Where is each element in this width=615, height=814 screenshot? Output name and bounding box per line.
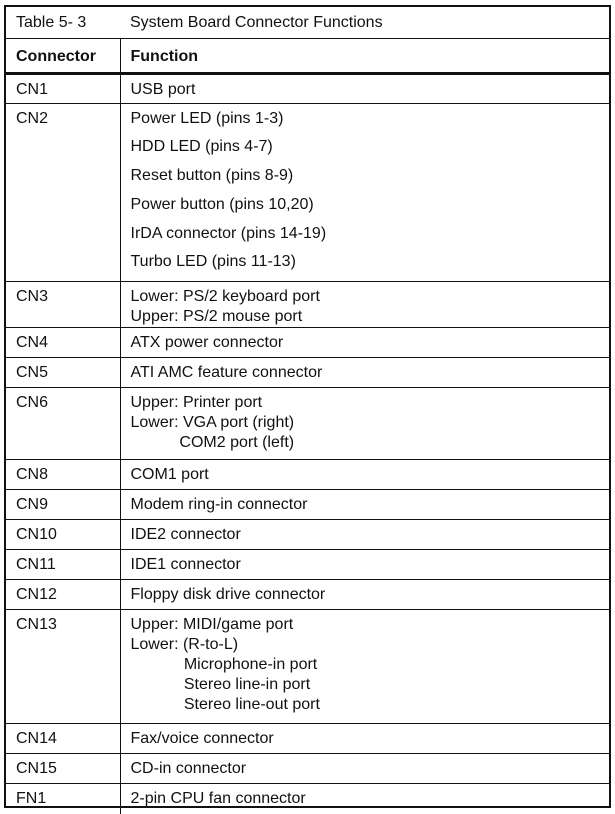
function-line: Power LED (pins 1-3): [130, 109, 284, 127]
function-cell: [120, 282, 609, 328]
table-row: [6, 73, 609, 103]
table-row: [6, 580, 609, 610]
function-cell: [120, 550, 609, 580]
connector-cell: CN4: [6, 328, 120, 358]
function-line: IrDA connector (pins 14-19): [130, 224, 327, 242]
connector-cell: CN6: [6, 388, 120, 460]
table-row: [6, 388, 609, 460]
table-row: [6, 282, 609, 328]
function-line: Lower: PS/2 keyboard port: [130, 288, 320, 306]
connector-cell: CN14: [6, 724, 120, 754]
table-header-row: [6, 39, 609, 73]
function-cell: [120, 580, 609, 610]
function-cell: [120, 103, 609, 282]
table-row: [6, 460, 609, 490]
table-row: [6, 784, 609, 814]
function-cell: [120, 610, 609, 724]
table-row: [6, 550, 609, 580]
header-function: Function: [130, 48, 199, 65]
table-title: System Board Connector Functions: [130, 14, 383, 31]
function-line: Upper: PS/2 mouse port: [130, 308, 303, 326]
function-cell: [120, 358, 609, 388]
connector-cell: CN13: [6, 610, 120, 724]
function-line: IDE2 connector: [130, 526, 241, 544]
connector-cell: CN2: [6, 103, 120, 282]
function-cell: [120, 784, 609, 814]
function-line: Lower: (R-to-L): [130, 636, 239, 654]
function-line: COM2 port (left): [130, 434, 295, 452]
function-cell: [120, 388, 609, 460]
function-line: Upper: MIDI/game port: [130, 616, 294, 634]
function-line: Power button (pins 10,20): [130, 195, 314, 213]
function-line: CD-in connector: [130, 760, 247, 778]
function-line: ATI AMC feature connector: [130, 364, 323, 382]
connector-cell: CN8: [6, 460, 120, 490]
connector-cell: CN15: [6, 754, 120, 784]
connector-cell: FN1: [6, 784, 120, 814]
connector-table: [6, 39, 609, 814]
function-line: Lower: VGA port (right): [130, 414, 295, 432]
connector-cell: CN10: [6, 520, 120, 550]
function-line: Stereo line-out port: [130, 696, 320, 714]
document-page: [4, 5, 611, 808]
function-line: Stereo line-in port: [130, 676, 311, 694]
function-cell: [120, 724, 609, 754]
function-cell: [120, 754, 609, 784]
table-body: [6, 73, 609, 814]
function-line: HDD LED (pins 4-7): [130, 138, 273, 156]
function-cell: [120, 328, 609, 358]
connector-cell: CN9: [6, 490, 120, 520]
function-cell: [120, 460, 609, 490]
function-line: ATX power connector: [130, 334, 284, 352]
table-row: [6, 724, 609, 754]
function-line: Modem ring-in connector: [130, 496, 308, 514]
table-row: [6, 610, 609, 724]
table-row: [6, 754, 609, 784]
table-caption: [6, 7, 609, 39]
function-cell: [120, 490, 609, 520]
function-line: Microphone-in port: [130, 656, 318, 674]
connector-cell: CN11: [6, 550, 120, 580]
function-line: Reset button (pins 8-9): [130, 167, 294, 185]
table-row: [6, 490, 609, 520]
connector-cell: CN3: [6, 282, 120, 328]
header-connector: Connector: [6, 39, 120, 73]
table-row: [6, 520, 609, 550]
connector-cell: CN5: [6, 358, 120, 388]
function-line: USB port: [130, 80, 196, 98]
connector-cell: CN1: [6, 73, 120, 103]
function-line: Fax/voice connector: [130, 730, 274, 748]
function-line: COM1 port: [130, 466, 209, 484]
table-row: [6, 103, 609, 282]
function-line: Upper: Printer port: [130, 394, 263, 412]
table-row: [6, 358, 609, 388]
connector-cell: CN12: [6, 580, 120, 610]
function-cell: [120, 73, 609, 103]
function-cell: [120, 520, 609, 550]
function-line: 2-pin CPU fan connector: [130, 790, 306, 808]
table-row: [6, 328, 609, 358]
function-line: Turbo LED (pins 11-13): [130, 253, 296, 271]
function-line: IDE1 connector: [130, 556, 241, 574]
table-number: Table 5- 3: [16, 14, 87, 31]
function-line: Floppy disk drive connector: [130, 586, 326, 604]
